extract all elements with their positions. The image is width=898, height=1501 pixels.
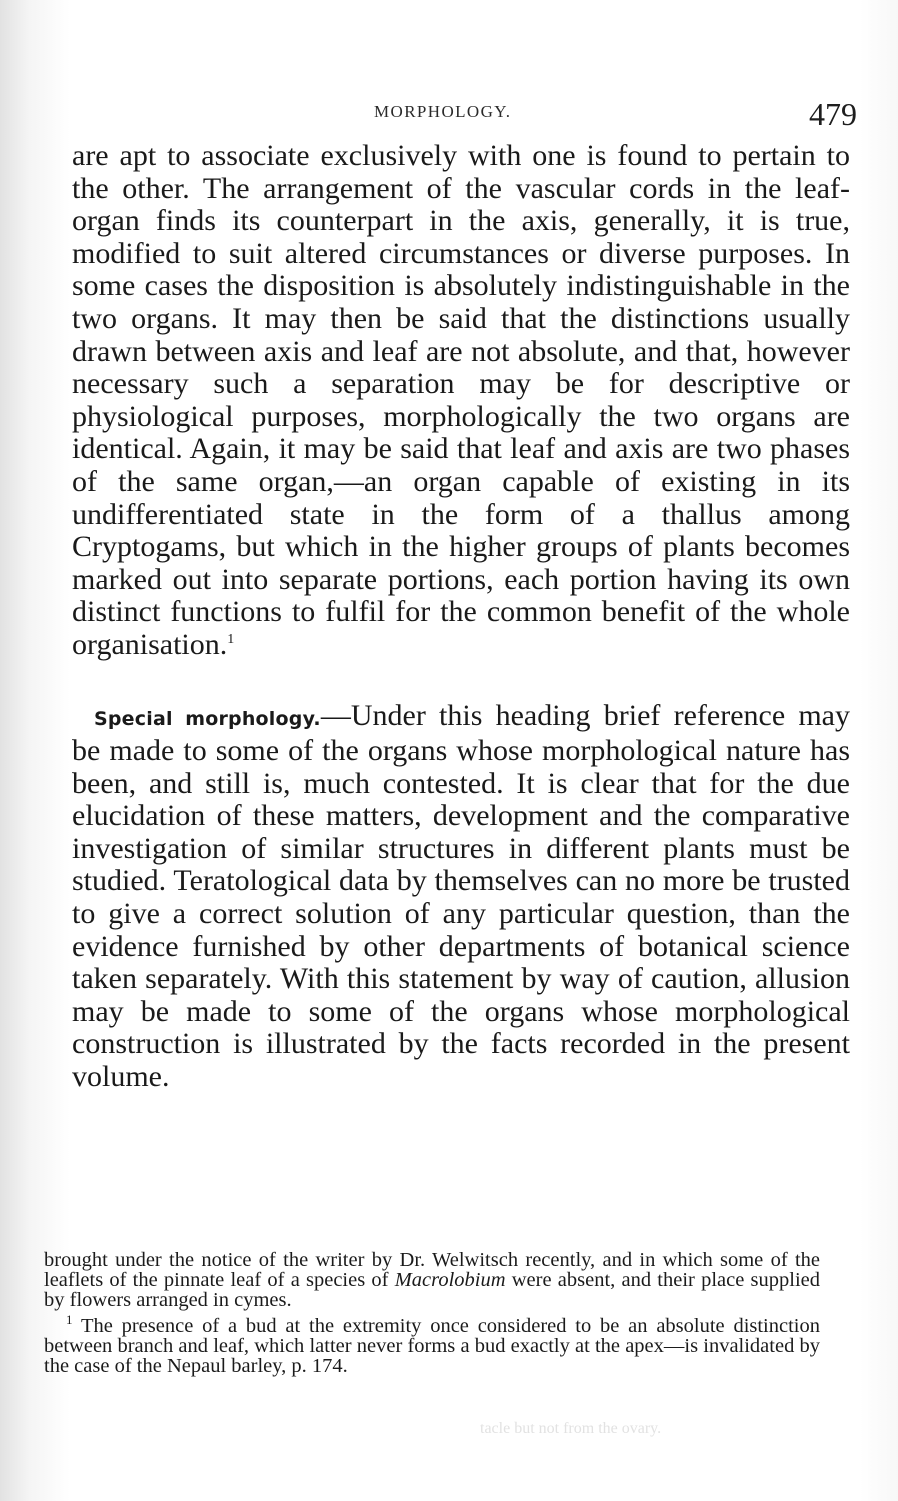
footnote-text: brought under the notice of the writer by Dr. Welwitsch recently, and in which some of the leaflets of the pinnate leaf of a species of [44, 1249, 820, 1291]
footnote-marker: 1 [66, 1312, 73, 1328]
page-number: 479 [809, 96, 857, 132]
footnote-1 [44, 1312, 820, 1377]
footnote-reference: 1 [227, 631, 235, 647]
footnote-text: The presence of a bud at the extremity once considered to be an absolute distinction between branch and leaf, which latter never forms a bud exactly at the apex—is invalidated by the case of the Nepaul barley, p. 174. [44, 1315, 820, 1377]
taxon-name: Macrolobium [394, 1269, 506, 1291]
footnotes [44, 1250, 820, 1376]
show-through-text: tacle but not from the ovary. [480, 1420, 662, 1437]
paragraph-special-morphology [72, 700, 850, 1094]
footnote-continued [44, 1250, 820, 1310]
paragraph [72, 140, 850, 662]
paragraph-text: —Under this heading brief reference may be made to some of the organs whose morphological nature has been, and still is, much contested. It is clear that for the due elucidation of these matters, development and the comparative investigation of similar structures in different plants must be studied. Teratological data by themselves can no more be trusted to give a correct solution of any particular question, than the evidence furnished by other departments of botanical science taken separately. With this statement by way of caution, allusion may be made to some of the organs whose morphological construction is illustrated by the facts recorded in the present volume. [72, 698, 850, 1094]
footnote-text: were absent, and their place supplied by flowers arranged in cymes. [44, 1269, 820, 1311]
body-text [72, 140, 850, 1094]
paragraph-text: are apt to associate exclusively with one is found to pertain to the other. The arrangement of the vascular cords in the leaf-organ finds its counterpart in the axis, generally, it is true, modified to suit altered circumstances or diverse purposes. In some cases the disposition is absolutely indistinguishable in the two organs. It may then be said that the distinctions usually drawn between axis and leaf are not absolute, and that, however necessary such a separation may be for descriptive or physiological purposes, morphologically the two organs are identical. Again, it may be said that leaf and axis are two phases of the same organ,—an organ capable of existing in its undifferentiated state in the form of a thallus among Cryptogams, but which in the higher groups of plants becomes marked out into separate portions, each portion having its own distinct functions to fulfil for the common benefit of the whole organisation. [72, 139, 850, 661]
section-run-in-heading: Special morphology. [94, 707, 321, 730]
running-title: MORPHOLOGY. [374, 102, 512, 121]
running-head [0, 96, 898, 136]
